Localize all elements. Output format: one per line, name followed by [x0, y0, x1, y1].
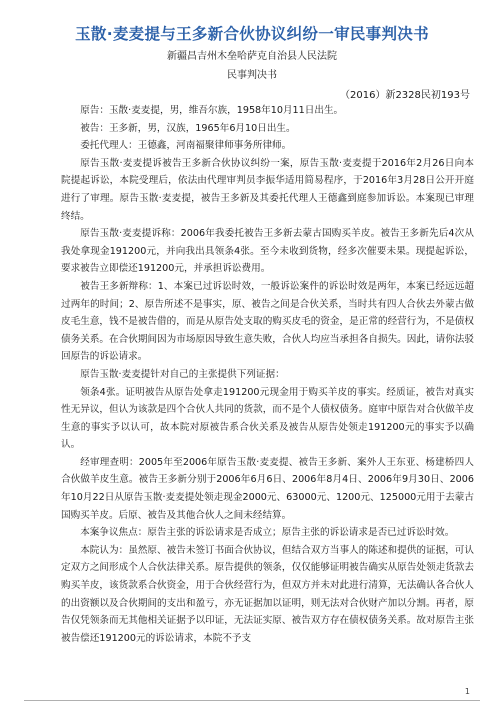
- page-number: 1: [464, 687, 470, 696]
- document-title: 玉散·麦麦提与王多新合伙协议纠纷一审民事判决书: [75, 25, 429, 43]
- paragraph-evidence: 领条4张。证明被告从原告处拿走191200元现金用于购买羊皮的事实。经质证，被告对真实性无异议，但认为该款是四个合伙人共同的货款，而不是个人债权债务。庭审中原告对合伙做羊皮生意的事实予以认可，故本院对原被告系合伙关系及被告从原告处领走191200元的事实予以确认。: [61, 386, 474, 451]
- paragraph-dispute-focus: 本案争议焦点：原告主张的诉讼请求是否成立；原告主张的诉讼请求是否已过诉讼时效。: [80, 527, 455, 539]
- paragraph-plaintiff-claim: 原告玉散·麦麦提诉称：2006年我委托被告王多新去蒙古国购买羊皮。被告王多新先后4次从我处拿现金191200元，并向我出具领条4张。至今未收到货物，经多次催要未果。现提起诉讼，要求被告立即偿还191200元，并承担诉讼费用。: [61, 228, 474, 275]
- court-name: 新疆昌吉州木垒哈萨克自治县人民法院: [167, 51, 337, 62]
- paragraph-evidence-intro: 原告玉散·麦麦提针对自己的主张提供下列证据：: [80, 368, 285, 380]
- paragraph-court-opinion: 本院认为：虽然原、被告未签订书面合伙协议，但结合双方当事人的陈述和提供的证据，可认定双方之间形成个人合伙法律关系。原告提供的领条，仅仅能够证明被告确实从原告处领走货款去购买羊皮，该货款系合伙资金，用于合伙经营行为，但双方并未对此进行清算，无法确认各合伙人的出资额以及合伙期间的支出和盈亏，亦无证据加以证明，则无法对合伙财产加以分割。再者，原告仅凭领条而无其他相关证据予以印证，无法证实原、被告双方存在债权债务关系。故对原告主张被告偿还191200元的诉讼请求，本院不予支: [61, 544, 474, 644]
- paragraph-case-intro: 原告玉散·麦麦提诉被告王多新合伙协议纠纷一案，原告玉散·麦麦提于2016年2月26日向本院提起诉讼，本院受理后，依法由代理审判员李振华适用简易程序，于2016年3月28日公开开庭进行了审理。原告玉散·麦麦提，被告王多新及其委托代理人王德鑫到庭参加诉讼。本案现已审理终结。: [61, 157, 474, 222]
- paragraph-facts: 经审理查明：2005年至2006年原告玉散·麦麦提、被告王多新、案外人王东亚、杨建桥四人合伙做羊皮生意。被告王多新分别于2006年6月6日、2006年8月4日、2006年9月30日、2006年10月22日从原告玉散·麦麦提处领走现金2000元、63000元、1200元、125000元用于去蒙古国购买羊皮。后原、被告及其他合伙人之间未经结算。: [61, 456, 474, 521]
- paragraph-defendant: 被告：王多新，男，汉族，1965年6月10日出生。: [80, 122, 296, 134]
- paragraph-defendant-defense: 被告王多新辩称：1、本案已过诉讼时效，一般诉讼案件的诉讼时效是两年，本案已经远远超过两年的时间；2、原告所述不是事实，原、被告之间是合伙关系，当时共有四人合伙去外蒙古做皮毛生意，钱不是被告借的，而是从原告处支取的购买皮毛的资金，是正常的经营行为，不是债权债务关系。在合伙期间因为市场原因导致生意失败，合伙人均应当承担各自损失。因此，请你法驳回原告的诉讼请求。: [61, 280, 474, 363]
- case-number: （2016）新2328民初193号: [340, 90, 470, 101]
- paragraph-agent: 委托代理人：王德鑫，河南福聚律师事务所律师。: [80, 140, 292, 152]
- paragraph-plaintiff: 原告：玉散·麦麦提，男，维吾尔族，1958年10月11日出生。: [80, 105, 344, 116]
- document-type: 民事判决书: [227, 70, 277, 81]
- document-body: [61, 102, 474, 647]
- footer-divider: [24, 700, 480, 701]
